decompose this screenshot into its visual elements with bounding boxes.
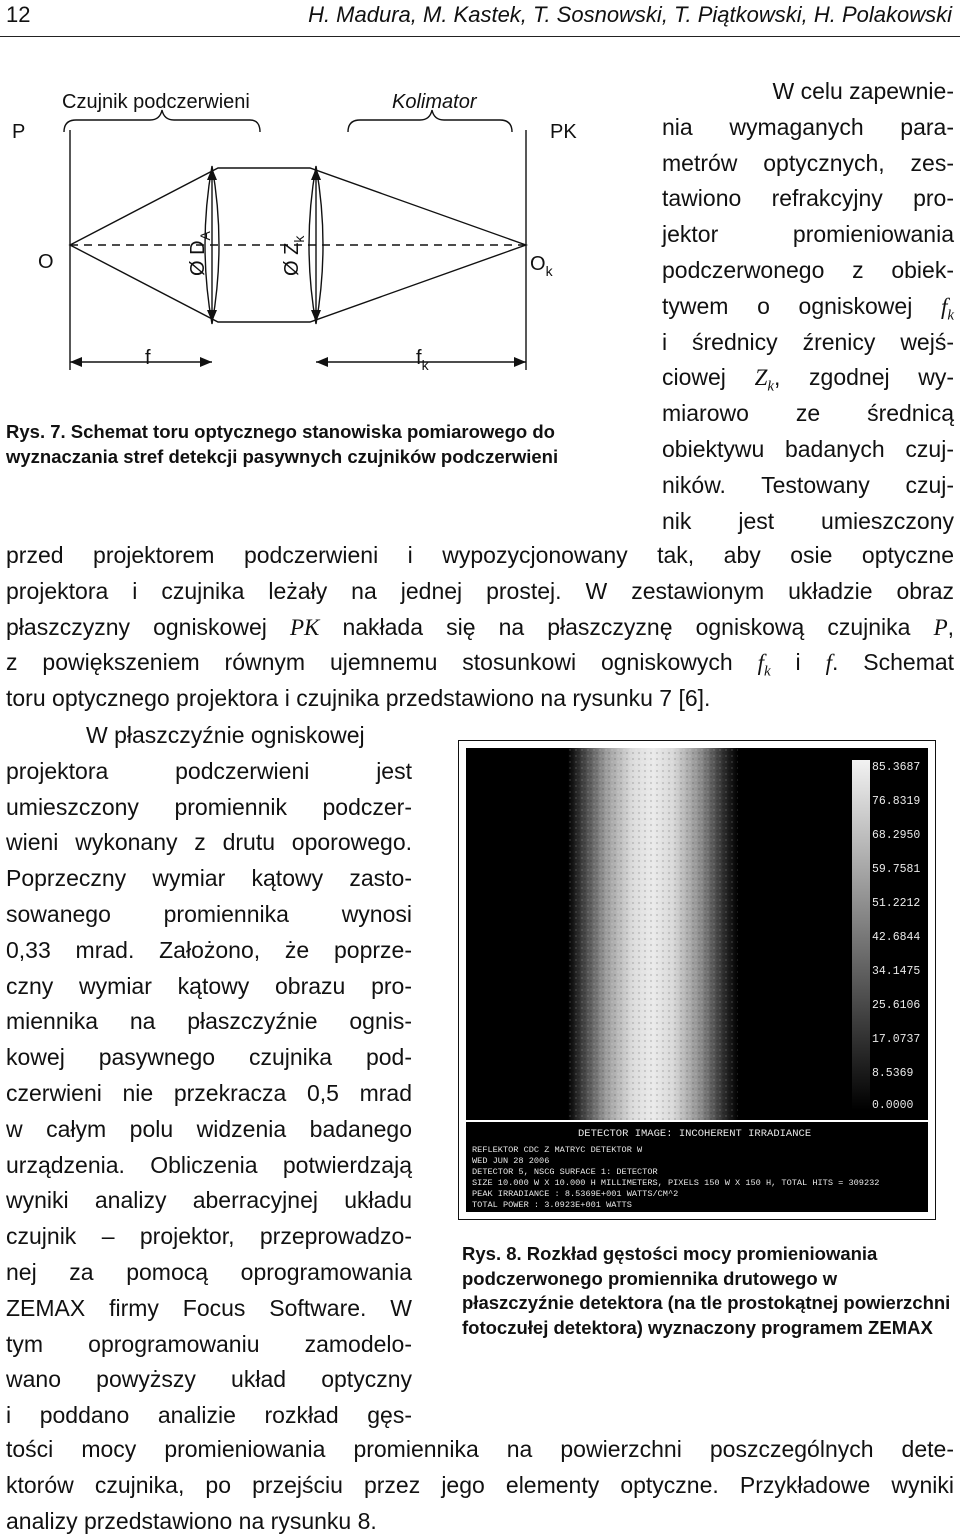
text-line: miennika na płaszczyźnie ognis- xyxy=(6,1008,412,1035)
scale-value: 0.0000 xyxy=(872,1099,914,1112)
label-Ok: $O_k$ xyxy=(530,253,553,279)
text-line: czerwieni nie przekracza 0,5 mrad xyxy=(6,1079,412,1106)
page-number: 12 xyxy=(6,2,31,27)
color-scale-bar xyxy=(852,760,870,1110)
text-line: obiektywu badanych czuj- xyxy=(662,435,954,462)
text-line: Poprzeczny wymiar kątowy zasto- xyxy=(6,865,412,892)
text-line: wieni wykonany z drutu oporowego. xyxy=(6,829,412,856)
text-line: W celu zapewnie- xyxy=(772,78,954,104)
text-line: kowej pasywnego czujnika pod- xyxy=(6,1044,412,1071)
text-line: z powiększeniem równym ujemnemu stosunkowi ogniskowych $f_k$ i f. Schemat xyxy=(6,649,955,680)
text-line: i poddano analizie rozkład gęs- xyxy=(6,1402,412,1429)
brace-collimator xyxy=(348,110,512,132)
figure-8-detector-image xyxy=(458,740,936,1220)
scale-value: 34.1475 xyxy=(872,965,921,978)
scale-value: 42.6844 xyxy=(872,931,921,944)
text-line: i średnicy źrenicy wejś- xyxy=(662,328,954,355)
figure-7-diagram xyxy=(0,80,600,410)
text-line: tywem o ogniskowej $f_k$ xyxy=(662,292,955,324)
text-line: W płaszczyźnie ogniskowej xyxy=(86,722,365,748)
running-authors: H. Madura, M. Kastek, T. Sosnowski, T. Piątkowski, H. Polakowski xyxy=(308,2,952,27)
label-DA: Ø $D_A$ xyxy=(187,231,213,276)
text-line: miarowo ze średnicą xyxy=(662,400,954,427)
text-line: czny wymiar kątowy obrazu pro- xyxy=(6,972,412,999)
text-line: przed projektorem podczerwieni i wypozycjonowany tak, aby osie optyczne xyxy=(6,542,954,568)
info-line: PEAK IRRADIANCE : 8.5369E+001 WATTS/CM^2 xyxy=(472,1189,679,1199)
text-line: 0,33 mrad. Założono, że poprze- xyxy=(6,936,412,963)
scale-value: 68.2950 xyxy=(872,829,921,842)
scale-value: 8.5369 xyxy=(872,1067,914,1080)
header-rule xyxy=(0,36,960,37)
text-line: sowanego promiennika wynosi xyxy=(6,900,412,927)
full-width-paragraph-2 xyxy=(6,1432,954,1539)
label-collimator: Kolimator xyxy=(392,91,477,113)
info-line: REFLEKTOR CDC Z MATRYC DETEKTOR W xyxy=(472,1145,643,1155)
text-line: analizy przedstawiono na rysunku 8. xyxy=(6,1507,377,1534)
label-Zk: Ø $Z_k$ xyxy=(281,235,307,276)
info-line: WED JUN 28 2006 xyxy=(472,1156,550,1166)
info-line: DETECTOR 5, NSCG SURFACE 1: DETECTOR xyxy=(472,1167,658,1177)
info-line: TOTAL POWER : 3.0923E+001 WATTS xyxy=(472,1200,632,1210)
text-line: w całym polu widzenia badanego xyxy=(6,1115,412,1142)
detector-image-title: DETECTOR IMAGE: INCOHERENT IRRADIANCE xyxy=(578,1128,812,1140)
figure-8-caption: Rys. 8. Rozkład gęstości mocy promieniowania podczerwonego promiennika drutowego w płaszczyźnie detektora (na tle prostokątnej powierzchni fotoczułej detektora) wyznaczony programem ZEMAX xyxy=(462,1243,951,1338)
text-line: ktorów czujnika, po przejściu przez jego elementy optyczne. Przykładowe wyniki xyxy=(6,1471,954,1498)
scale-value: 51.2212 xyxy=(872,897,921,910)
full-width-paragraph-1 xyxy=(6,538,954,717)
scale-value: 76.8319 xyxy=(872,795,921,808)
text-line: ZEMAX firmy Focus Software. W xyxy=(6,1294,412,1321)
page-header xyxy=(0,0,960,40)
text-line: nia wymaganych para- xyxy=(662,113,954,140)
text-line: projektora podczerwieni jest xyxy=(6,757,412,784)
text-line: płaszczyzny ogniskowej PK nakłada się na płaszczyznę ogniskową czujnika P, xyxy=(6,613,955,640)
label-f: f xyxy=(145,347,151,369)
text-line: wano powyższy układ optyczny xyxy=(6,1366,412,1393)
label-PK: PK xyxy=(550,121,577,143)
label-P: P xyxy=(12,121,26,143)
label-fk: $f_k$ xyxy=(416,347,429,373)
text-line: tości mocy promieniowania promiennika na powierzchni poszczególnych dete- xyxy=(6,1436,954,1462)
text-line: ciowej $Z_k$, zgodnej wy- xyxy=(662,364,954,395)
text-line: nej za pomocą oprogramowania xyxy=(6,1258,412,1285)
scale-value: 85.3687 xyxy=(872,761,921,774)
left-column-text xyxy=(6,718,412,1434)
figure-7-caption: Rys. 7. Schemat toru optycznego stanowiska pomiarowego do wyznaczania stref detekcji pasywnych czujników podczerwieni xyxy=(6,421,559,467)
text-line: wyniki analizy aberracyjnej układu xyxy=(6,1187,412,1214)
brace-sensor xyxy=(64,110,260,132)
scale-value: 59.7581 xyxy=(872,863,921,876)
text-line: ników. Testowany czuj- xyxy=(662,471,954,498)
text-line: tawiono refrakcyjny pro- xyxy=(662,185,954,212)
label-O: O xyxy=(38,251,54,273)
text-line: toru optycznego projektora i czujnika przedstawiono na rysunku 7 [6]. xyxy=(6,685,711,712)
label-sensor: Czujnik podczerwieni xyxy=(62,91,250,113)
scale-value: 25.6106 xyxy=(872,999,921,1012)
info-line: SIZE 10.000 W X 10.000 H MILLIMETERS, PIXELS 150 W X 150 H, TOTAL HITS = 309232 xyxy=(472,1178,880,1188)
text-line: nik jest umieszczony xyxy=(662,507,954,534)
text-line: umieszczony promiennik podczer- xyxy=(6,793,412,820)
text-line: jektor promieniowania xyxy=(662,221,954,248)
text-line: tym oprogramowaniu zamodelo- xyxy=(6,1330,412,1357)
text-line: czujnik – projektor, przeprowadzo- xyxy=(6,1223,412,1250)
text-line: projektora i czujnika leżały na jednej prostej. W zestawionym układzie obraz xyxy=(6,577,954,604)
right-column-text xyxy=(662,74,954,539)
text-line: metrów optycznych, zes- xyxy=(662,149,954,176)
scale-value: 17.0737 xyxy=(872,1033,921,1046)
text-line: podczerwonego z obiek- xyxy=(662,256,954,283)
text-line: urządzenia. Obliczenia potwierdzają xyxy=(6,1151,412,1178)
